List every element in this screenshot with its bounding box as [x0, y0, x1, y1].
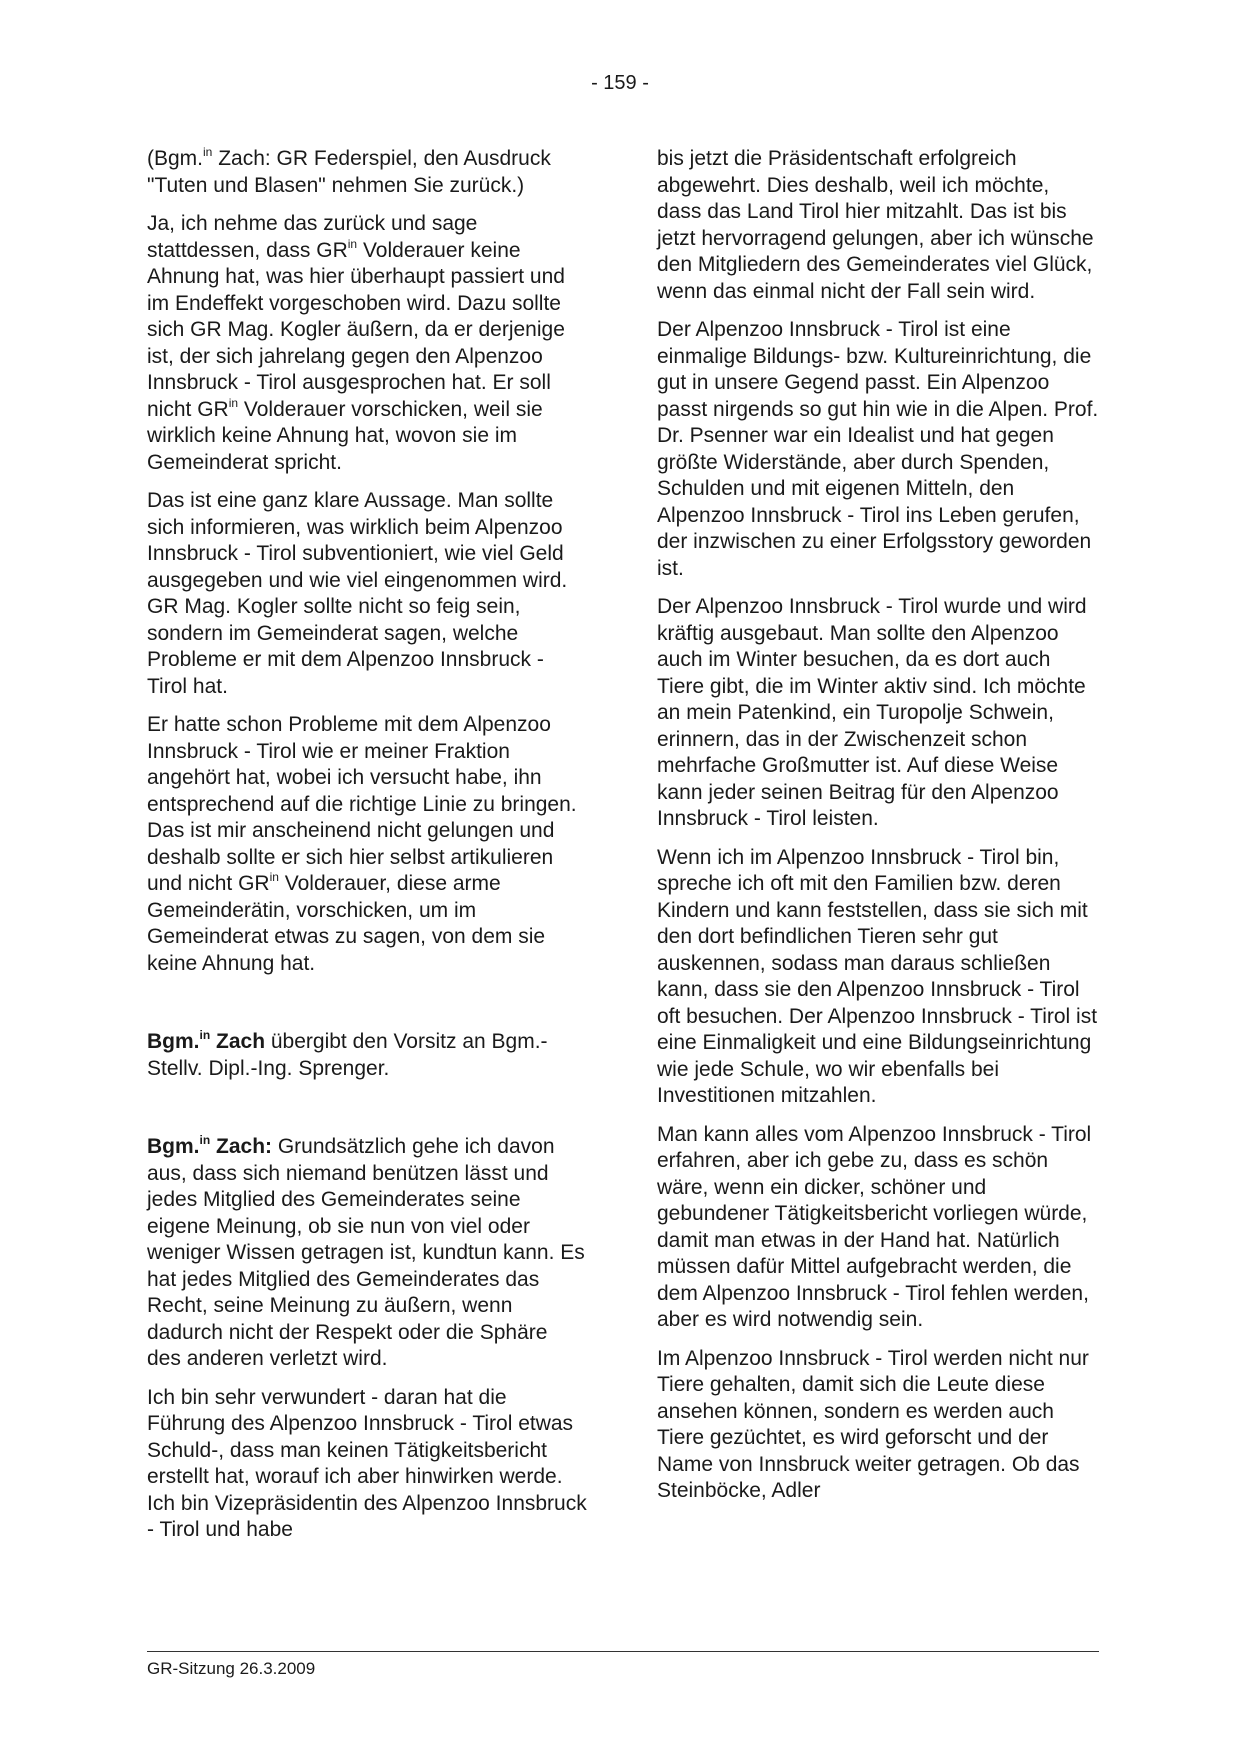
paragraph: Der Alpenzoo Innsbruck - Tirol ist eine einmalige Bildungs- bzw. Kultureinrichtung, die gut in unsere Gegend passt. Ein Alpenzoo passt nirgends so gut hin wie in die Alpen. Prof. Dr. Psenner war ein Idealist und hat gegen größte Widerstände, aber durch Spenden, Schulden und mit eigenen Mitteln, den Alpenzoo Innsbruck - Tirol ins Leben gerufen, der inzwischen zu einer Erfolgsstory geworden ist.	[657, 318, 1099, 580]
paragraph-speech: Bgm.$^{in}$ Zach: Grundsätzlich gehe ich davon aus, dass sich niemand benützen lässt und jedes Mitglied des Gemeinderates seine eigene Meinung, ob sie nun von viel oder weniger Wissen getragen ist, kundtun kann. Es hat jedes Mitglied des Gemeinderates das Recht, seine Meinung zu äußern, wenn dadurch nicht der Respekt oder die Sphäre des anderen verletzt wird.	[147, 1133, 585, 1370]
paragraph: bis jetzt die Präsidentschaft erfolgreich abgewehrt. Dies deshalb, weil ich möchte, dass das Land Tirol hier mitzahlt. Das ist bis jetzt hervorragend gelungen, aber ich wünsche den Mitgliedern des Gemeinderates viel Glück, wenn das einmal nicht der Fall sein wird.	[657, 147, 1094, 303]
speaker-name: Bgm.$^{in}$ Zach	[147, 1028, 266, 1053]
paragraph: Ich bin sehr verwundert - daran hat die Führung des Alpenzoo Innsbruck - Tirol etwas Schuld-, dass man keinen Tätigkeitsbericht erstellt hat, worauf ich aber hinwirken werde. Ich bin Vizepräsidentin des Alpenzoo Innsbruck - Tirol und habe	[147, 1385, 587, 1541]
left-column	[147, 146, 587, 1556]
paragraph: Wenn ich im Alpenzoo Innsbruck - Tirol bin, spreche ich oft mit den Familien bzw. deren Kindern und kann feststellen, dass sie sich mit den dort befindlichen Tieren sehr gut auskennen, sodass man daraus schließen kann, dass sie den Alpenzoo Innsbruck - Tirol oft besuchen. Der Alpenzoo Innsbruck - Tirol ist eine Einmaligkeit und eine Bildungseinrichtung wie jede Schule, wo wir ebenfalls bei Investitionen mitzahlen.	[657, 845, 1098, 1107]
paragraph-chair-handover: Bgm.$^{in}$ Zach übergibt den Vorsitz an Bgm.-Stellv. Dipl.-Ing. Sprenger.	[147, 1028, 548, 1080]
right-column	[657, 146, 1099, 1517]
paragraph: Man kann alles vom Alpenzoo Innsbruck - Tirol erfahren, aber ich gebe zu, dass es schön wäre, wenn ein dicker, schöner und gebundener Tätigkeitsbericht vorliegen würde, damit man etwas in der Hand hat. Natürlich müssen dafür Mittel aufgebracht werden, die dem Alpenzoo Innsbruck - Tirol fehlen werden, aber es wird notwendig sein.	[657, 1122, 1092, 1331]
paragraph: Das ist eine ganz klare Aussage. Man sollte sich informieren, was wirklich beim Alpenzoo Innsbruck - Tirol subventioniert, wie viel Geld ausgegeben und wie viel eingenommen wird. GR Mag. Kogler sollte nicht so feig sein, sondern im Gemeinderat sagen, welche Probleme er mit dem Alpenzoo Innsbruck - Tirol hat.	[147, 489, 568, 698]
footer-divider	[147, 1651, 1099, 1652]
page-number: - 159 -	[591, 72, 649, 94]
paragraph: Er hatte schon Probleme mit dem Alpenzoo Innsbruck - Tirol wie er meiner Fraktion angehört hat, wobei ich versucht habe, ihn entsprechend auf die richtige Linie zu bringen. Das ist mir anscheinend nicht gelungen und deshalb sollte er sich hier selbst artikulieren und nicht $GR^{in}$ Volderauer, diese arme Gemeinderätin, vorschicken, um im Gemeinderat etwas zu sagen, von dem sie keine Ahnung hat.	[147, 713, 577, 975]
spacer	[147, 1094, 587, 1134]
paragraph: Der Alpenzoo Innsbruck - Tirol wurde und wird kräftig ausgebaut. Man sollte den Alpenzoo auch im Winter besuchen, da es dort auch Tiere gibt, die im Winter aktiv sind. Ich möchte an mein Patenkind, ein Turopolje Schwein, erinnern, das in der Zwischenzeit schon mehrfache Großmutter ist. Auf diese Weise kann jeder seinen Beitrag für den Alpenzoo Innsbruck - Tirol leisten.	[657, 595, 1087, 830]
paragraph: Im Alpenzoo Innsbruck - Tirol werden nicht nur Tiere gehalten, damit sich die Leute diese ansehen können, sondern es werden auch Tiere gezüchtet, es wird geforscht und der Name von Innsbruck weiter getragen. Ob das Steinböcke, Adler	[657, 1346, 1089, 1502]
paragraph-interjection: (Bgm.$^{in}$ Zach: GR Federspiel, den Ausdruck "Tuten und Blasen" nehmen Sie zurück.)	[147, 145, 551, 197]
paragraph: Ja, ich nehme das zurück und sage stattdessen, dass $GR^{in}$ Volderauer keine Ahnung hat, was hier überhaupt passiert und im Endeffekt vorgeschoben wird. Dazu sollte sich GR Mag. Kogler äußern, da er derjenige ist, der sich jahrelang gegen den Alpenzoo Innsbruck - Tirol ausgesprochen hat. Er soll nicht $GR^{in}$ Volderauer vorschicken, weil sie wirklich keine Ahnung hat, wovon sie im Gemeinderat spricht.	[147, 212, 565, 474]
spacer	[147, 989, 587, 1029]
speaker-name: Bgm.$^{in}$ Zach:	[147, 1133, 273, 1158]
footer-session-date: GR-Sitzung 26.3.2009	[147, 1659, 316, 1678]
